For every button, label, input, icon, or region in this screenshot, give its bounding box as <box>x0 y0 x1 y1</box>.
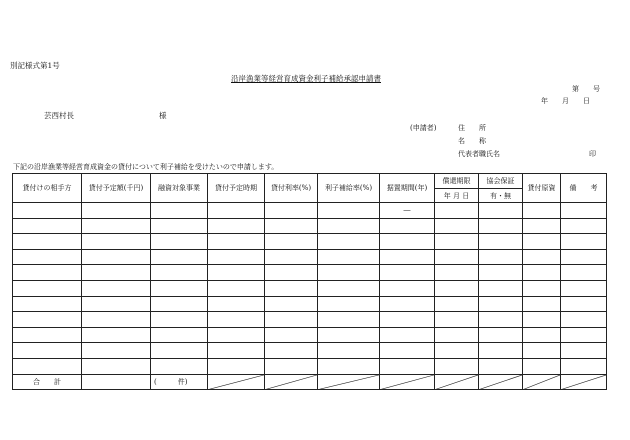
cell[interactable] <box>265 203 318 219</box>
cell[interactable] <box>151 249 208 265</box>
table-row <box>13 249 607 265</box>
address-label: 住 所 <box>458 124 486 132</box>
cell[interactable] <box>265 265 318 281</box>
addressee: 芸西村長 <box>44 111 74 120</box>
cell[interactable] <box>82 218 151 234</box>
cell[interactable] <box>435 358 479 374</box>
representative-label: 代表者職氏名 <box>458 150 500 158</box>
count-label[interactable]: ( 件) <box>151 374 208 390</box>
cell[interactable] <box>479 265 523 281</box>
diagonal-cell <box>435 374 479 390</box>
cell[interactable] <box>13 358 82 374</box>
cell[interactable] <box>380 265 435 281</box>
cell[interactable] <box>82 280 151 296</box>
cell[interactable] <box>479 249 523 265</box>
cell[interactable] <box>380 234 435 250</box>
header-loan-timing: 貸付予定時期 <box>208 174 265 203</box>
cell[interactable] <box>380 218 435 234</box>
cell[interactable] <box>435 265 479 281</box>
diagonal-cell <box>208 374 265 390</box>
cell[interactable] <box>265 312 318 328</box>
total-label: 合 計 <box>13 374 82 390</box>
diagonal-cell <box>479 374 523 390</box>
document-number-label: 第 号 <box>572 85 600 93</box>
cell[interactable] <box>435 327 479 343</box>
total-row <box>13 374 607 390</box>
cell[interactable] <box>561 312 607 328</box>
table-row <box>13 343 607 359</box>
cell[interactable] <box>208 234 265 250</box>
header-counterparty: 貸付けの相手方 <box>13 174 82 203</box>
cell[interactable] <box>380 358 435 374</box>
cell[interactable] <box>265 327 318 343</box>
header-fund-source: 貸付原資 <box>523 174 561 203</box>
cell[interactable] <box>265 280 318 296</box>
header-project: 融資対象事業 <box>151 174 208 203</box>
cell[interactable] <box>208 327 265 343</box>
cell[interactable] <box>318 343 380 359</box>
cell[interactable] <box>13 234 82 250</box>
diagonal-cell <box>380 374 435 390</box>
cell[interactable] <box>561 234 607 250</box>
diagonal-cell <box>265 374 318 390</box>
table-row <box>13 234 607 250</box>
cell[interactable] <box>523 265 561 281</box>
cell[interactable] <box>523 280 561 296</box>
header-interest-rate: 貸付利率(%) <box>265 174 318 203</box>
cell[interactable] <box>208 358 265 374</box>
cell[interactable] <box>318 296 380 312</box>
cell[interactable] <box>13 343 82 359</box>
cell[interactable] <box>523 358 561 374</box>
cell[interactable] <box>561 343 607 359</box>
cell[interactable] <box>265 249 318 265</box>
cell[interactable] <box>208 296 265 312</box>
cell[interactable] <box>82 265 151 281</box>
cell[interactable] <box>265 343 318 359</box>
honorific: 様 <box>159 111 167 120</box>
cell[interactable] <box>265 218 318 234</box>
cell[interactable] <box>380 327 435 343</box>
cell[interactable] <box>151 203 208 219</box>
cell[interactable] <box>561 203 607 219</box>
cell[interactable] <box>151 327 208 343</box>
cell[interactable] <box>208 343 265 359</box>
cell[interactable] <box>265 358 318 374</box>
cell[interactable] <box>13 203 82 219</box>
cell[interactable] <box>523 327 561 343</box>
cell[interactable] <box>13 265 82 281</box>
cell[interactable] <box>151 234 208 250</box>
cell[interactable] <box>13 218 82 234</box>
header-remarks: 備 考 <box>561 174 607 203</box>
cell[interactable] <box>318 249 380 265</box>
cell[interactable] <box>380 343 435 359</box>
cell[interactable] <box>561 358 607 374</box>
cell[interactable] <box>479 203 523 219</box>
cell[interactable] <box>523 234 561 250</box>
cell[interactable] <box>318 234 380 250</box>
cell[interactable] <box>82 358 151 374</box>
cell[interactable] <box>82 343 151 359</box>
cell[interactable] <box>479 218 523 234</box>
date-label: 年 月 日 <box>541 97 590 105</box>
cell[interactable] <box>208 218 265 234</box>
cell[interactable] <box>380 296 435 312</box>
cell[interactable] <box>561 249 607 265</box>
header-row <box>13 174 607 189</box>
document-title: 沿岸漁業等経営育成資金利子補給承認申請書 <box>231 74 381 83</box>
diagonal-cell <box>523 374 561 390</box>
cell[interactable] <box>82 312 151 328</box>
cell[interactable] <box>435 296 479 312</box>
table-row <box>13 203 607 219</box>
total-amount-cell[interactable] <box>82 374 151 390</box>
header-subsidy-rate: 利子補給率(%) <box>318 174 380 203</box>
cell[interactable] <box>318 280 380 296</box>
cell[interactable] <box>479 296 523 312</box>
cell[interactable] <box>13 249 82 265</box>
cell[interactable] <box>479 312 523 328</box>
header-guarantee-options: 有・無 <box>479 189 523 203</box>
cell[interactable] <box>523 312 561 328</box>
table-row <box>13 296 607 312</box>
cell[interactable] <box>13 280 82 296</box>
header-grace-period: 据置期間(年) <box>380 174 435 203</box>
diagonal-cell <box>561 374 607 390</box>
cell[interactable] <box>151 358 208 374</box>
name-label: 名 称 <box>458 137 486 145</box>
cell[interactable] <box>265 234 318 250</box>
cell[interactable] <box>13 296 82 312</box>
cell[interactable] <box>523 218 561 234</box>
cell[interactable] <box>82 249 151 265</box>
cell[interactable] <box>435 234 479 250</box>
cell[interactable] <box>318 358 380 374</box>
cell[interactable] <box>380 249 435 265</box>
cell[interactable] <box>13 312 82 328</box>
cell[interactable] <box>561 280 607 296</box>
table-row <box>13 312 607 328</box>
table-row <box>13 327 607 343</box>
cell[interactable] <box>435 203 479 219</box>
cell[interactable] <box>479 343 523 359</box>
cell[interactable] <box>380 280 435 296</box>
cell[interactable] <box>479 358 523 374</box>
applicant-label: (申請者) <box>410 124 437 132</box>
cell[interactable] <box>265 296 318 312</box>
cell[interactable] <box>208 265 265 281</box>
cell[interactable] <box>561 218 607 234</box>
cell[interactable] <box>208 203 265 219</box>
cell[interactable] <box>561 327 607 343</box>
cell[interactable] <box>82 296 151 312</box>
cell[interactable] <box>151 312 208 328</box>
cell[interactable] <box>151 218 208 234</box>
form-number: 別記様式第1号 <box>10 61 60 70</box>
cell[interactable] <box>151 343 208 359</box>
cell[interactable] <box>479 327 523 343</box>
cell[interactable] <box>208 312 265 328</box>
header-repayment-deadline: 償還期限 <box>435 174 479 189</box>
table-row <box>13 218 607 234</box>
cell[interactable] <box>435 280 479 296</box>
cell[interactable] <box>208 249 265 265</box>
table-row <box>13 280 607 296</box>
table-row <box>13 358 607 374</box>
cell[interactable] <box>523 296 561 312</box>
cell[interactable] <box>151 265 208 281</box>
header-repayment-date-format: 年 月 日 <box>435 189 479 203</box>
header-loan-amount: 貸付予定額(千円) <box>82 174 151 203</box>
cell[interactable] <box>435 218 479 234</box>
cell[interactable] <box>82 203 151 219</box>
cell[interactable] <box>479 234 523 250</box>
cell[interactable] <box>208 280 265 296</box>
table-row <box>13 265 607 281</box>
cell[interactable] <box>318 312 380 328</box>
cell[interactable] <box>82 327 151 343</box>
cell[interactable] <box>380 312 435 328</box>
diagonal-cell <box>318 374 380 390</box>
cell[interactable] <box>13 327 82 343</box>
cell[interactable] <box>435 312 479 328</box>
seal-mark: 印 <box>589 150 596 158</box>
cell[interactable] <box>523 249 561 265</box>
grace-period-dash[interactable]: ― <box>380 203 435 219</box>
cell[interactable] <box>151 280 208 296</box>
cell[interactable] <box>561 265 607 281</box>
cell[interactable] <box>151 296 208 312</box>
cell[interactable] <box>318 327 380 343</box>
cell[interactable] <box>435 249 479 265</box>
cell[interactable] <box>318 265 380 281</box>
cell[interactable] <box>479 280 523 296</box>
cell[interactable] <box>82 234 151 250</box>
application-statement: 下記の沿岸漁業等経営育成資金の貸付について利子補給を受けたいので申請します。 <box>13 163 279 171</box>
application-table <box>12 173 607 390</box>
cell[interactable] <box>318 203 380 219</box>
cell[interactable] <box>435 343 479 359</box>
cell[interactable] <box>561 296 607 312</box>
header-guarantee: 協会保証 <box>479 174 523 189</box>
cell[interactable] <box>523 203 561 219</box>
cell[interactable] <box>318 218 380 234</box>
cell[interactable] <box>523 343 561 359</box>
